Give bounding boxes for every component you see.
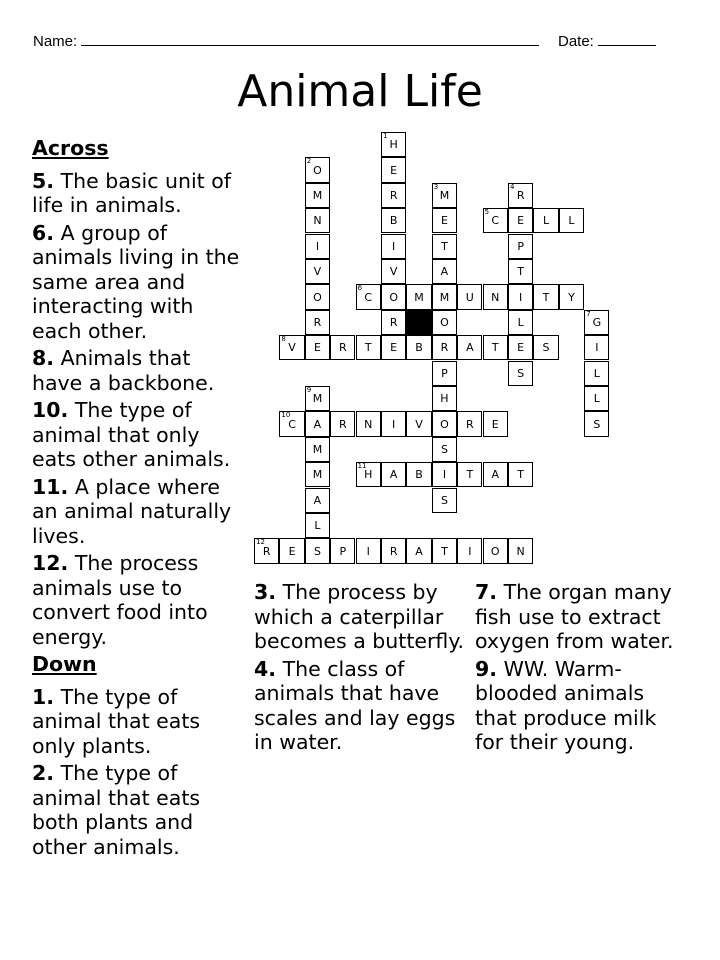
cell-letter: O (389, 290, 398, 304)
cell-letter: R (389, 188, 398, 202)
cell-letter: S (440, 493, 448, 507)
cell-letter: L (314, 519, 321, 533)
grid-cell[interactable] (457, 411, 482, 436)
cell-letter: R (440, 341, 449, 355)
cell-letter: I (392, 417, 396, 431)
cell-number: 9 (306, 386, 312, 394)
grid-cell[interactable] (483, 208, 508, 233)
cell-letter: E (517, 341, 525, 355)
cell-letter: O (313, 290, 322, 304)
cell-letter: O (490, 544, 500, 558)
cell-letter: E (313, 341, 321, 355)
cell-letter: M (439, 188, 450, 202)
grid-cell[interactable] (533, 284, 558, 309)
cell-letter: M (312, 188, 323, 202)
cell-letter: V (313, 265, 322, 279)
cell-number: 12 (256, 538, 265, 547)
down-clue (32, 685, 246, 759)
grid-cell[interactable] (305, 259, 330, 284)
grid-cell[interactable] (305, 462, 330, 487)
cell-letter: O (440, 315, 449, 329)
grid-cell[interactable] (508, 259, 533, 284)
clue-text: Animals that have a backbone. (32, 346, 215, 395)
clues-middle-column (254, 580, 468, 758)
grid-cell[interactable] (305, 513, 330, 538)
cell-letter: P (339, 544, 347, 558)
grid-cell[interactable] (305, 411, 330, 436)
cell-letter: G (592, 315, 602, 329)
cell-letter: B (415, 341, 423, 355)
grid-cell[interactable] (330, 538, 355, 563)
cell-letter: S (517, 366, 525, 380)
cell-letter: M (312, 442, 323, 456)
cell-letter: R (313, 315, 322, 329)
clue-text: The basic unit of life in animals. (32, 168, 231, 217)
grid-cell[interactable] (584, 335, 609, 360)
across-clue (32, 551, 246, 649)
cell-letter: R (466, 417, 474, 431)
cell-letter: L (593, 392, 600, 406)
grid-cell[interactable] (457, 284, 482, 309)
cell-letter: T (517, 265, 525, 279)
clue-number: 12. (32, 551, 69, 575)
grid-cell[interactable] (508, 183, 533, 208)
grid-cell[interactable] (305, 488, 330, 513)
cell-letter: I (315, 239, 320, 253)
cell-letter: S (593, 417, 601, 431)
grid-cell[interactable] (483, 411, 508, 436)
clue-number: 3. (254, 580, 277, 604)
grid-cell[interactable] (584, 361, 609, 386)
clue-number: 1. (32, 684, 55, 709)
grid-cell[interactable] (254, 538, 279, 563)
grid-cell[interactable] (559, 208, 584, 233)
cell-letter: E (491, 417, 499, 431)
clue-number: 8. (32, 346, 55, 370)
grid-cell[interactable] (508, 284, 533, 309)
across-clue (32, 398, 246, 472)
clue-text: A place where an animal naturally lives. (32, 474, 232, 548)
clue-text: The process animals use to convert food into energy. (32, 551, 208, 649)
cell-letter: C (288, 417, 296, 431)
grid-cell[interactable] (483, 538, 508, 563)
cell-letter: S (542, 341, 550, 355)
grid-cell[interactable] (406, 538, 431, 563)
cell-letter: L (542, 214, 550, 228)
cell-letter: T (466, 468, 474, 482)
cell-letter: O (440, 417, 449, 431)
grid-cell[interactable] (432, 386, 457, 411)
cell-letter: V (415, 417, 423, 431)
down-clue (254, 580, 468, 654)
cell-letter: U (465, 290, 474, 304)
grid-cell[interactable] (533, 208, 558, 233)
clue-text: The type of animal that only eats other animals. (32, 398, 231, 471)
cell-letter: R (262, 544, 271, 558)
grid-cell[interactable] (406, 284, 431, 309)
cell-letter: N (364, 417, 373, 431)
cell-letter: E (390, 341, 398, 355)
cell-letter: I (595, 341, 599, 355)
cell-letter: N (313, 214, 322, 228)
grid-cell[interactable] (584, 386, 609, 411)
grid-cell[interactable] (432, 335, 457, 360)
across-heading: Across (32, 136, 109, 160)
cell-letter: C (491, 214, 500, 228)
cell-letter: E (390, 163, 398, 177)
cell-letter: T (441, 239, 448, 253)
cell-letter: E (517, 214, 525, 228)
grid-cell[interactable] (381, 538, 406, 563)
clue-number: 4. (254, 656, 277, 681)
clue-text: WW. Warm-blooded animals that produce milk for their young. (475, 656, 657, 754)
grid-cell[interactable] (381, 132, 406, 157)
cell-number: 3 (433, 182, 439, 191)
grid-cell[interactable] (432, 488, 457, 513)
cell-letter: H (440, 392, 449, 406)
grid-cell[interactable] (508, 208, 533, 233)
cell-letter: T (491, 341, 499, 355)
cell-letter: C (364, 290, 373, 304)
cell-letter: T (441, 544, 448, 558)
grid-cell[interactable] (559, 284, 584, 309)
across-clue (32, 169, 246, 218)
down-clue (475, 657, 689, 755)
grid-cell[interactable] (305, 183, 330, 208)
cell-letter: I (442, 468, 447, 482)
grid-cell[interactable] (356, 411, 381, 436)
grid-cell[interactable] (533, 335, 558, 360)
grid-cell[interactable] (305, 386, 330, 411)
cell-letter: E (440, 214, 448, 228)
grid-cell[interactable] (483, 335, 508, 360)
grid-cell[interactable] (483, 462, 508, 487)
grid-cell[interactable] (406, 335, 431, 360)
grid-cell[interactable] (356, 462, 381, 487)
cell-letter: H (364, 468, 373, 482)
grid-cell[interactable] (432, 183, 457, 208)
cell-letter: M (439, 290, 450, 304)
cell-letter: S (313, 544, 321, 558)
grid-cell[interactable] (305, 284, 330, 309)
grid-cell[interactable] (305, 335, 330, 360)
cell-letter: M (312, 392, 323, 406)
grid-cell[interactable] (381, 208, 406, 233)
clue-number: 9. (475, 656, 498, 681)
grid-cell[interactable] (279, 335, 304, 360)
grid-cell[interactable] (356, 284, 381, 309)
grid-cell[interactable] (508, 310, 533, 335)
grid-cell[interactable] (432, 462, 457, 487)
grid-cell[interactable] (432, 538, 457, 563)
cell-letter: T (542, 290, 550, 304)
grid-cell[interactable] (508, 234, 533, 259)
grid-cell[interactable] (305, 234, 330, 259)
cell-letter: V (288, 341, 296, 355)
cell-letter: I (468, 544, 472, 558)
grid-cell[interactable] (432, 411, 457, 436)
cell-letter: I (366, 544, 370, 558)
cell-letter: M (414, 290, 424, 304)
cell-letter: T (517, 468, 525, 482)
cell-letter: I (392, 239, 396, 253)
cell-letter: R (516, 188, 525, 202)
grid-cell[interactable] (457, 335, 482, 360)
cell-number: 2 (306, 157, 312, 166)
name-label: Name: (33, 33, 78, 50)
grid-cell[interactable] (356, 538, 381, 563)
cell-number: 1 (383, 132, 388, 140)
grid-cell[interactable] (457, 462, 482, 487)
down-clue (475, 580, 689, 654)
grid-cell[interactable] (381, 310, 406, 335)
cell-number: 7 (586, 309, 591, 318)
grid-cell[interactable] (356, 335, 381, 360)
clue-number: 10. (32, 398, 69, 422)
cell-letter: R (339, 341, 347, 355)
grid-cell[interactable] (508, 538, 533, 563)
clue-text: The organ many fish use to extract oxygen from water. (475, 580, 674, 653)
cell-letter: R (389, 544, 398, 558)
cell-letter: E (288, 544, 296, 558)
grid-cell[interactable] (584, 411, 609, 436)
grid-black-cell (406, 310, 431, 335)
clues-right-column (475, 580, 689, 758)
grid-cell[interactable] (432, 284, 457, 309)
cell-letter: A (313, 417, 322, 431)
cell-number: 6 (357, 284, 363, 293)
cell-letter: A (440, 265, 449, 279)
clue-text: The class of animals that have scales and lay eggs in water. (254, 656, 456, 754)
down-clue (254, 657, 468, 755)
cell-letter: I (519, 290, 523, 304)
clue-number: 2. (32, 761, 55, 785)
grid-cell[interactable] (508, 462, 533, 487)
grid-cell[interactable] (305, 310, 330, 335)
clue-number: 6. (32, 220, 55, 245)
clue-number: 5. (32, 168, 55, 193)
grid-cell[interactable] (381, 284, 406, 309)
down-heading: Down (32, 652, 97, 676)
cell-letter: A (313, 493, 322, 507)
clue-text: A group of animals living in the same area and interacting with each other. (32, 220, 240, 343)
grid-cell[interactable] (432, 259, 457, 284)
grid-cell[interactable] (381, 234, 406, 259)
grid-cell[interactable] (305, 208, 330, 233)
cell-letter: P (517, 239, 524, 253)
cell-letter: V (389, 265, 398, 279)
grid-cell[interactable] (584, 310, 609, 335)
grid-cell[interactable] (381, 335, 406, 360)
grid-cell[interactable] (457, 538, 482, 563)
grid-cell[interactable] (406, 462, 431, 487)
grid-cell[interactable] (406, 411, 431, 436)
cell-letter: L (568, 214, 575, 228)
grid-cell[interactable] (432, 234, 457, 259)
cell-letter: S (440, 442, 448, 456)
clue-number: 11. (32, 474, 69, 499)
grid-cell[interactable] (381, 259, 406, 284)
cell-letter: A (389, 468, 398, 482)
cell-letter: R (389, 315, 398, 329)
across-clue (32, 475, 246, 549)
grid-cell[interactable] (305, 157, 330, 182)
cell-letter: Y (568, 290, 575, 304)
cell-letter: P (441, 366, 448, 380)
grid-cell[interactable] (381, 183, 406, 208)
cell-letter: M (312, 468, 323, 482)
cell-number: 5 (484, 208, 490, 217)
down-clue (32, 761, 246, 859)
cell-letter: O (313, 163, 322, 177)
cell-number: 4 (510, 182, 515, 191)
date-label: Date: (558, 33, 594, 50)
clue-text: The type of animal that eats only plants. (32, 684, 201, 758)
clue-number: 7. (475, 580, 498, 604)
across-clue (32, 346, 246, 395)
grid-cell[interactable] (508, 335, 533, 360)
grid-cell[interactable] (330, 335, 355, 360)
cell-letter: R (339, 417, 347, 431)
cell-letter: A (466, 341, 474, 355)
grid-cell[interactable] (508, 361, 533, 386)
cell-letter: A (491, 468, 499, 482)
cell-letter: N (491, 290, 500, 304)
page-title: Animal Life (237, 66, 483, 117)
grid-cell[interactable] (432, 361, 457, 386)
cell-letter: A (415, 544, 423, 558)
grid-cell[interactable] (432, 208, 457, 233)
clue-text: The type of animal that eats both plants and other animals. (32, 761, 201, 859)
cell-letter: B (389, 214, 398, 228)
across-clue (32, 221, 246, 344)
grid-cell[interactable] (483, 284, 508, 309)
cell-letter: T (364, 341, 372, 355)
cell-letter: H (389, 138, 398, 152)
grid-cell[interactable] (381, 411, 406, 436)
grid-cell[interactable] (330, 411, 355, 436)
clue-text: The process by which a caterpillar becomes a butterfly. (254, 580, 465, 653)
cell-letter: L (593, 366, 600, 380)
grid-cell[interactable] (432, 310, 457, 335)
grid-cell[interactable] (381, 462, 406, 487)
grid-cell[interactable] (279, 411, 304, 436)
grid-cell[interactable] (279, 538, 304, 563)
cell-number: 11 (357, 462, 367, 471)
grid-cell[interactable] (381, 157, 406, 182)
grid-cell[interactable] (305, 538, 330, 563)
cell-number: 8 (281, 335, 286, 344)
cell-number: 10 (281, 411, 291, 420)
grid-cell[interactable] (432, 437, 457, 462)
cell-letter: L (517, 315, 524, 329)
clues-left-column (32, 136, 246, 862)
grid-cell[interactable] (305, 437, 330, 462)
cell-letter: N (516, 544, 525, 558)
cell-letter: B (415, 468, 423, 482)
